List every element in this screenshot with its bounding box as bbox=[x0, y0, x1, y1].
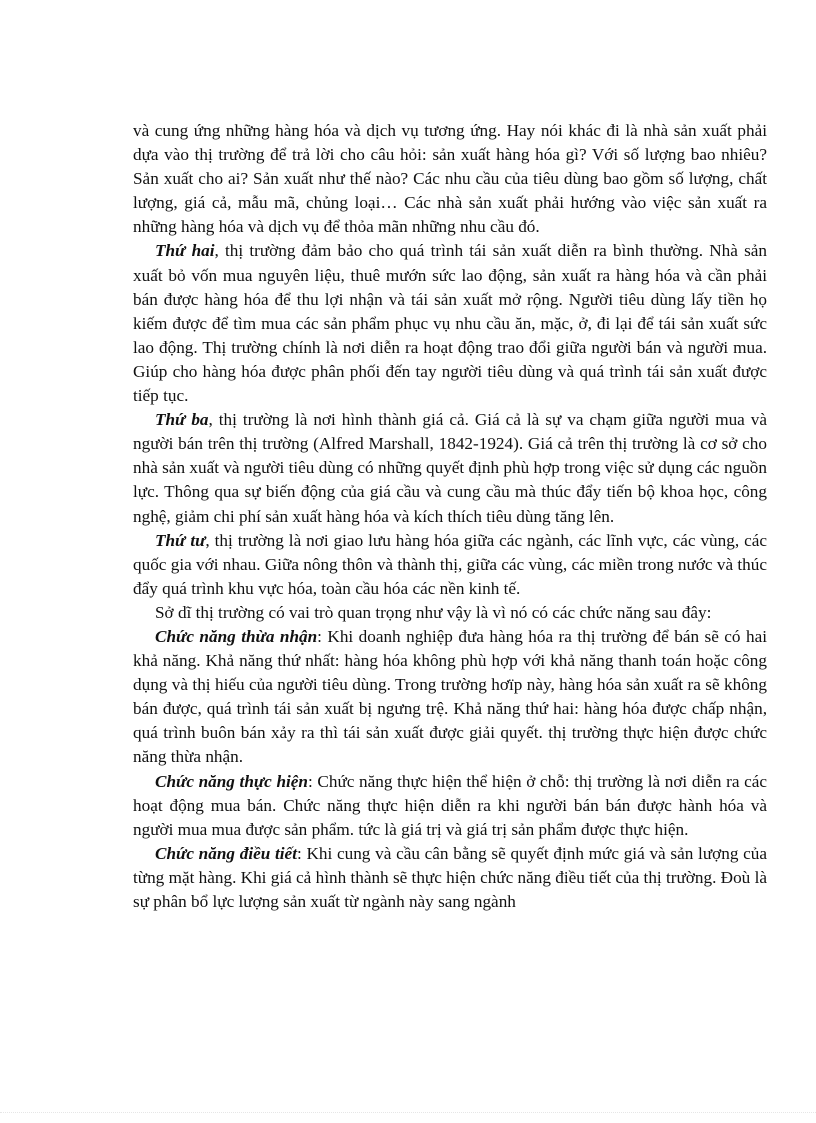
paragraph-text: , thị trường là nơi giao lưu hàng hóa giữa các ngành, các lĩnh vực, các vùng, các quốc gia với nhau. Giữa nông thôn và thành thị, giữa các vùng, các miền trong nước và thúc đẩy quá trình khu vực hóa, toàn cầu hóa các nền kinh tế. bbox=[133, 530, 767, 598]
paragraph-lead: Thứ hai bbox=[155, 241, 215, 261]
paragraph-lead: Thứ tư bbox=[155, 530, 206, 550]
paragraph-lead: Thứ ba bbox=[155, 410, 209, 430]
paragraph-chuc-nang-intro bbox=[133, 601, 767, 625]
paragraph-thu-hai bbox=[133, 239, 767, 408]
paragraph-thu-ba bbox=[133, 408, 767, 528]
paragraph-intro-continuation bbox=[133, 119, 767, 239]
paragraph-lead: Chức năng thực hiện bbox=[155, 771, 308, 791]
paragraph-text: , thị trường đảm bảo cho quá trình tái sản xuất diễn ra bình thường. Nhà sản xuất bỏ vốn mua nguyên liệu, thuê mướn sức lao động, sản xuất ra hàng hóa và cần phải bán được hàng hóa để thu lợi nhận và tái sản xuất mở rộng. Người tiêu dùng lấy tiền họ kiếm được để tìm mua các sản phẩm phục vụ nhu cầu ăn, mặc, ở, đi lại để tái sản xuất sức lao động. Thị trường chính là nơi diễn ra hoạt động trao đổi giữa người bán và người mua. Giúp cho hàng hóa được phân phối đến tay người tiêu dùng và quá trình tái sản xuất được tiếp tục. bbox=[133, 241, 767, 406]
paragraph-lead: Chức năng thừa nhận bbox=[155, 626, 318, 646]
paragraph-text: và cung ứng những hàng hóa và dịch vụ tương ứng. Hay nói khác đi là nhà sản xuất phải dựa vào thị trường để trả lời cho câu hỏi: sản xuất hàng hóa gì? Với số lượng bao nhiêu? Sản xuất cho ai? Sản xuất như thế nào? Các nhu cầu của tiêu dùng bao gồm số lượng, chất lượng, giá cả, mẫu mã, chủng loại… Các nhà sản xuất phải hướng vào việc sản xuất ra những hàng hóa và dịch vụ để thỏa mãn những nhu cầu đó. bbox=[133, 121, 767, 237]
document-page bbox=[133, 119, 767, 914]
paragraph-text: , thị trường là nơi hình thành giá cả. Giá cả là sự va chạm giữa người mua và người bán trên thị trường (Alfred Marshall, 1842-1924). Giá cả trên thị trường là cơ sở cho nhà sản xuất và người tiêu dùng có những quyết định phù hợp trong việc sử dụng các nguồn lực. Thông qua sự biến động của giá cầu và cung cầu mà thúc đẩy tiến bộ khoa học, công nghệ, giảm chi phí sản xuất hàng hóa và kích thích tiêu dùng tăng lên. bbox=[133, 410, 767, 526]
page-bottom-divider bbox=[0, 1112, 816, 1113]
paragraph-thu-tu bbox=[133, 529, 767, 601]
paragraph-chuc-nang-thua-nhan bbox=[133, 625, 767, 770]
paragraph-text: : Khi doanh nghiệp đưa hàng hóa ra thị trường để bán sẽ có hai khả năng. Khả năng thứ nhất: hàng hóa không phù hợp với khả năng thanh toán hoặc công dụng và thị hiếu của người tiêu dùng. Trong trường hơïp này, hàng hóa sản xuất ra sẽ không bán được, quá trình tái sản xuất bị ngưng trệ. Khả năng thứ hai: hàng hóa được chấp nhận, quá trình buôn bán xảy ra thì tái sản xuất được giải quyết. thị trường thực hiện được chức năng thừa nhận. bbox=[133, 626, 767, 767]
paragraph-lead: Chức năng điều tiết bbox=[155, 843, 297, 863]
paragraph-text: Sở dĩ thị trường có vai trò quan trọng như vậy là vì nó có các chức năng sau đây: bbox=[155, 602, 712, 622]
paragraph-text: : Chức năng thực hiện thể hiện ở chỗ: thị trường là nơi diễn ra các hoạt động mua bán. Chức năng thực hiện diễn ra khi người bán bán được hành hóa và người mua mua được sản phẩm. tức là giá trị và giá trị sản phẩm được thực hiện. bbox=[133, 771, 767, 839]
paragraph-text: : Khi cung và cầu cân bằng sẽ quyết định mức giá và sản lượng của từng mặt hàng. Khi giá cả hình thành sẽ thực hiện chức năng điều tiết của thị trường. Đoù là sự phân bổ lực lượng sản xuất từ ngành này sang ngành bbox=[133, 843, 767, 911]
paragraph-chuc-nang-thuc-hien bbox=[133, 770, 767, 842]
paragraph-chuc-nang-dieu-tiet bbox=[133, 842, 767, 914]
